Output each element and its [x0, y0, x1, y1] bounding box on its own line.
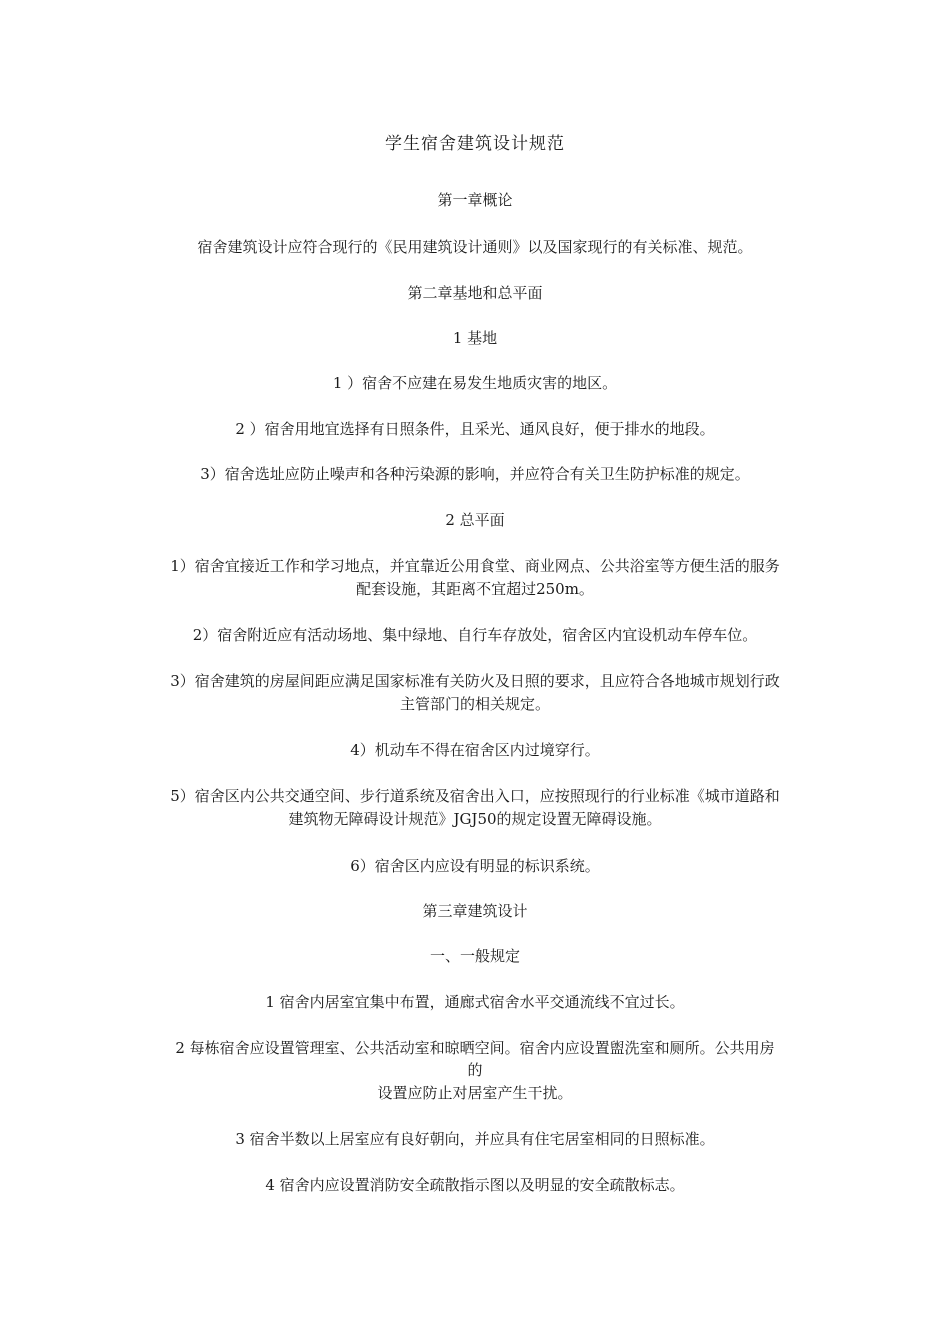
general-item-1: 1 宿舍内居室宜集中布置，通廊式宿舍水平交通流线不宜过长。 — [265, 993, 685, 1011]
general-item-2-line-1: 2 每栋宿舍应设置管理室、公共活动室和晾晒空间。宿舍内应设置盥洗室和厕所。公共用房 — [175, 1039, 775, 1057]
chapter-1-heading: 第一章概论 — [437, 191, 513, 209]
site-plan-item-4: 4）机动车不得在宿舍区内过境穿行。 — [350, 741, 600, 759]
general-item-4: 4 宿舍内应设置消防安全疏散指示图以及明显的安全疏散标志。 — [265, 1176, 685, 1194]
site-plan-item-5-line-1: 5）宿舍区内公共交通空间、步行道系统及宿舍出入口，应按照现行的行业标准《城市道路和 — [170, 787, 780, 805]
general-item-2-line-3: 设置应防止对居室产生干扰。 — [377, 1084, 573, 1102]
site-plan-item-6: 6）宿舍区内应设有明显的标识系统。 — [350, 857, 600, 875]
general-item-3: 3 宿舍半数以上居室应有良好朝向，并应具有住宅居室相同的日照标准。 — [235, 1130, 715, 1148]
general-item-2-line-2: 的 — [467, 1061, 483, 1079]
site-plan-item-1-line-1: 1）宿舍宜接近工作和学习地点，并宜靠近公用食堂、商业网点、公共浴室等方便生活的服务 — [170, 557, 780, 575]
chapter-3-heading: 第三章建筑设计 — [422, 902, 528, 920]
site-plan-item-5-line-2: 建筑物无障碍设计规范》JGJ50的规定设置无障碍设施。 — [288, 810, 662, 828]
base-item-2: 2 ）宿舍用地宜选择有日照条件，且采光、通风良好，便于排水的地段。 — [235, 420, 715, 438]
base-item-1: 1 ）宿舍不应建在易发生地质灾害的地区。 — [332, 374, 618, 392]
site-plan-item-3-line-1: 3）宿舍建筑的房屋间距应满足国家标准有关防火及日照的要求，且应符合各地城市规划行政 — [170, 672, 780, 690]
section-site-plan-heading: 2 总平面 — [445, 511, 505, 529]
site-plan-item-3-line-2: 主管部门的相关规定。 — [399, 695, 550, 713]
document-title: 学生宿舍建筑设计规范 — [385, 134, 565, 154]
base-item-3: 3）宿舍选址应防止噪声和各种污染源的影响，并应符合有关卫生防护标准的规定。 — [200, 465, 750, 483]
site-plan-item-1-line-2: 配套设施，其距离不宜超过250m。 — [356, 580, 594, 598]
chapter-2-heading: 第二章基地和总平面 — [407, 284, 543, 302]
section-general-heading: 一、一般规定 — [429, 947, 520, 965]
section-base-heading: 1 基地 — [452, 329, 498, 347]
chapter-1-paragraph: 宿舍建筑设计应符合现行的《民用建筑设计通则》以及国家现行的有关标准、规范。 — [197, 238, 753, 256]
site-plan-item-2: 2）宿舍附近应有活动场地、集中绿地、自行车存放处，宿舍区内宜设机动车停车位。 — [192, 626, 758, 644]
